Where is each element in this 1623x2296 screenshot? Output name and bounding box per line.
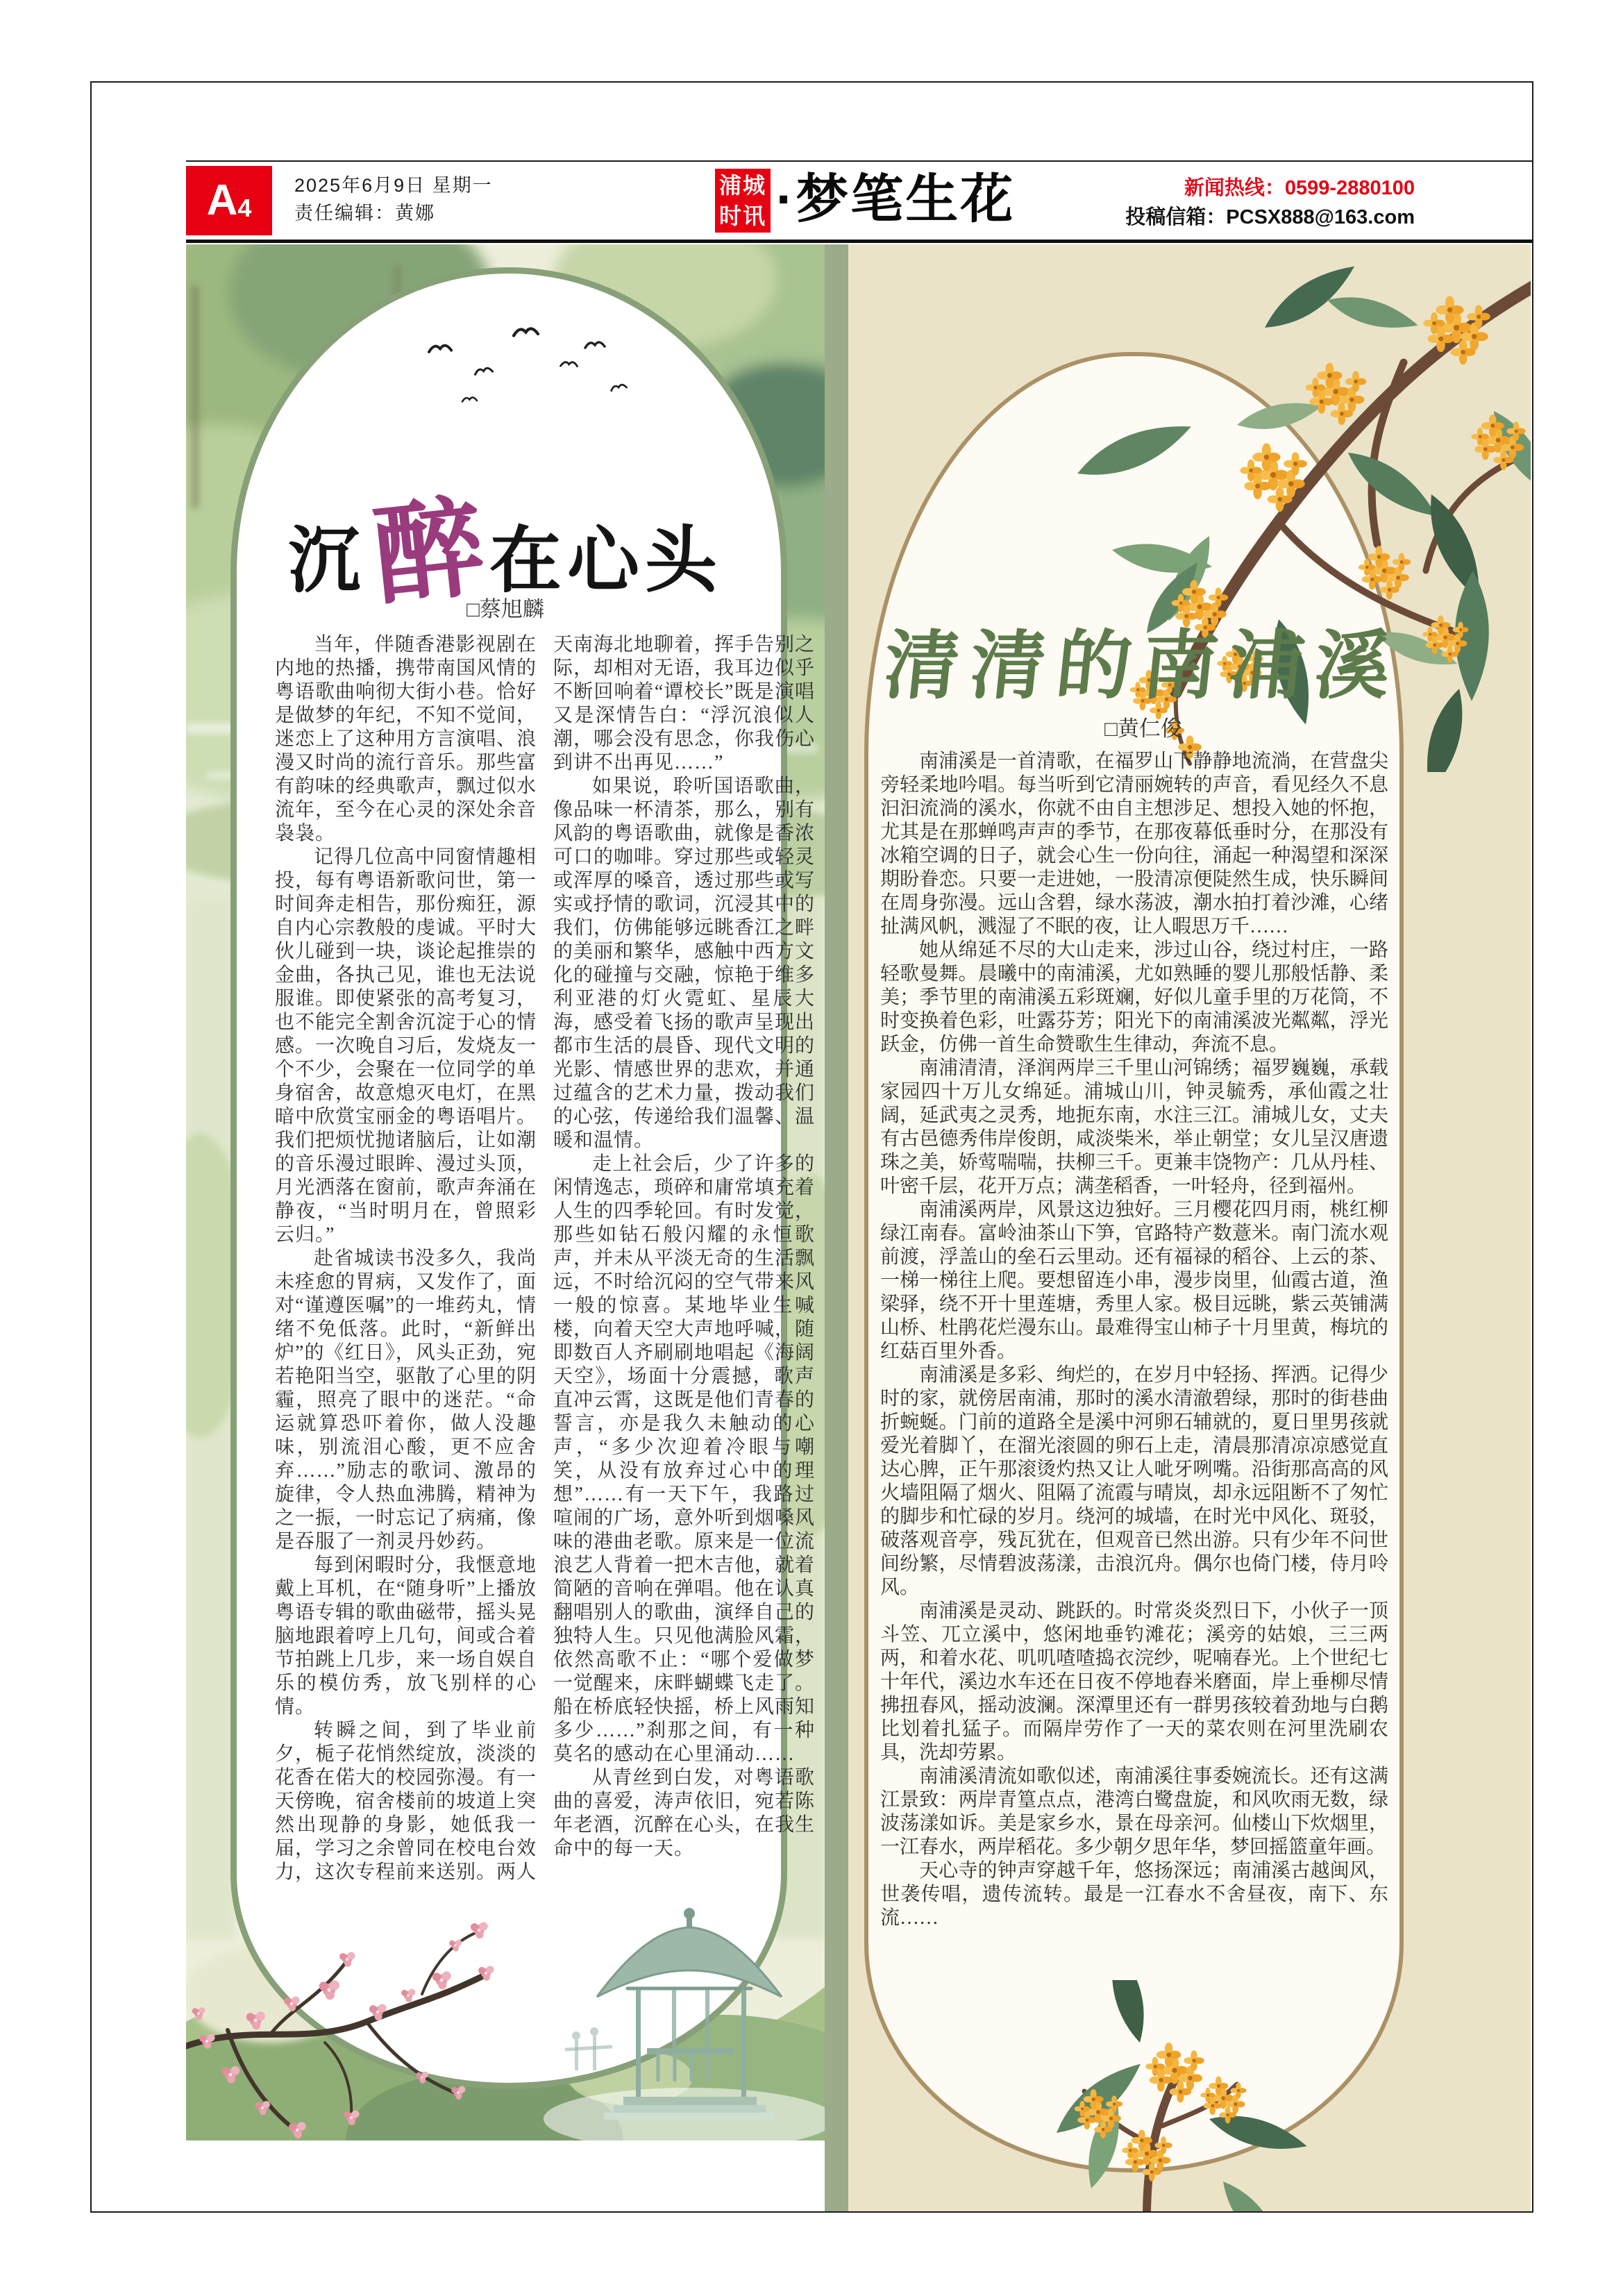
paragraph: 天心寺的钟声穿越千年，悠扬深远；南浦溪古越闽风，世袭传唱，遗传流转。最是一江春水不舍昼夜，南下、东流…… xyxy=(880,1860,1388,1929)
paragraph: 她从绵延不尽的大山走来，涉过山谷，绕过村庄，一路轻歌曼舞。晨曦中的南浦溪，尤如熟睡的婴儿那般恬静、柔美；季节里的南浦溪五彩斑斓，好似儿童手里的万花筒，不时变换着色彩，吐露芬芳；阳光下的南浦溪波光粼粼，浮光跃金，仿佛一首生命赞歌生生律动，奔流不息。 xyxy=(880,939,1388,1055)
paragraph: 南浦溪是多彩、绚烂的，在岁月中轻扬、挥洒。记得少时的家，就傍居南浦，那时的溪水清澈碧绿，那时的街巷曲折蜿蜒。门前的道路全是溪中河卵石辅就的，夏日里男孩就爱光着脚丫，在溜光滚圆的卵石上走，清晨那清凉凉感觉直达心脾，正午那滚烫灼热又让人呲牙咧嘴。沿街那高高的风火墙阻隔了烟火、阻隔了流霞与晴岚，却永远阻断不了匆忙的脚步和忙碌的岁月。绕河的城墙，在时光中风化、斑驳，破落观音亭，残瓦犹在，但观音已然出游。只有少年不问世间纷繁，尽情碧波荡漾，击浪沉舟。偶尔也倚门楼，侍月呤风。 xyxy=(880,1364,1388,1598)
paragraph: 南浦溪是灵动、跳跃的。时常炎炎烈日下，小伙子一顶斗笠、兀立溪中，悠闲地垂钓滩花；溪旁的姑娘，三三两两，和着水花、叽叽喳喳捣衣浣纱，呢喃春光。上个世纪七十年代，溪边水车还在日夜不停地舂米磨面，岸上垂柳尽情拂扭春风，摇动波澜。深潭里还有一群男孩较着劲地与白鹅比划着扎猛子。而隔岸劳作了一天的菜农则在河里洗刷农具，洗却劳累。 xyxy=(880,1600,1388,1763)
title-char-chen: 沉 xyxy=(287,521,366,601)
osmanthus-bouquet-bottom-icon xyxy=(848,1980,1531,2211)
date-editor-block xyxy=(294,171,493,227)
header-top-rule xyxy=(186,160,1533,162)
paragraph: 从青丝到白发，对粤语歌曲的喜爱，涛声依旧，宛若陈年老酒，沉醉在心头，在我生命中的每一天。 xyxy=(553,1767,815,1859)
edition-number: 4 xyxy=(237,194,252,222)
submission-email-text: 投稿信箱：PCSX888@163.com xyxy=(1125,206,1415,228)
edition-letter: A xyxy=(206,176,238,224)
header-bottom-rule xyxy=(186,240,1533,243)
right-article-body xyxy=(880,750,1388,1941)
paragraph: 当年，伴随香港影视剧在内地的热播，携带南国风情的粤语歌曲响彻大街小巷。恰好是做梦的年纪，不知不觉间，迷恋上了这种用方言演唱、浪漫又时尚的流行音乐。那些富有韵味的经典歌声，飘过似水流年，至今在心灵的深处余音袅袅。 xyxy=(275,634,537,844)
paragraph: 南浦溪是一首清歌，在福罗山下静静地流淌，在营盘尖旁轻柔地吟唱。每当听到它清丽婉转的声音，看见经久不息汩汩流淌的溪水，你就不由自主想涉足、想投入她的怀抱，尤其是在那蝉鸣声声的季节，在那夜幕低垂时分，在那没有冰箱空调的日子，就会心生一份向往，涌起一种渴望和深深期盼眷恋。只要一走进她，一股清凉便陡然生成，快乐瞬间在周身弥漫。远山含碧，绿水荡波，潮水拍打着沙滩，心绪扯满风帆，溅湿了不眠的夜，让人暇思万千…… xyxy=(880,751,1388,937)
paragraph: 转瞬之间，到了毕业前夕，栀子花悄然绽放，淡淡的花香在偌大的校园弥漫。有一天傍晚，宿舍楼前的坡道上突然出现静的身影，她低我一届，学习之余曾同在校电台效力，这次专程前来送别。两人天南海北地聊着，挥手告别之际，却相对无语，我耳边似乎不断回响着“谭校长”既是演唱又是深情告白：“浮沉浪似人潮，哪会没有思念，你我伤心到讲不出再见……” xyxy=(275,634,815,1883)
paragraph: 南浦溪清流如歌似述，南浦溪往事委婉流长。还有这满江景致：两岸青篁点点，港湾白鹭盘旋，和风吹雨无数，绿波荡漾如诉。美是家乡水，景在母亲河。仙楼山下炊烟里，一江春水，两岸稻花。多少朝夕思年华，梦回摇篮童年画。 xyxy=(880,1766,1388,1858)
left-article-body xyxy=(275,633,815,1921)
paragraph: 赴省城读书没多久，我尚未痊愈的胃病，又发作了，面对“谨遵医嘱”的一堆药丸，情绪不免低落。此时，“新鲜出炉”的《红日》，风头正劲，宛若艳阳当空，驱散了心里的阴霾，照亮了眼中的迷茫。“命运就算恐吓着你，做人没趣味，别流泪心酸，更不应舍弃……”励志的歌词、激昂的旋律，令人热血沸腾，精神为之一振，一时忘记了病痛，像是吞服了一剂灵丹妙药。 xyxy=(275,1248,537,1552)
paragraph: 南浦溪两岸，风景这边独好。三月樱花四月雨，桃红柳绿江南春。富岭油茶山下笋，官路特产数薏米。南门流水观前渡，浮盖山的垒石云里动。还有福禄的稻谷、上云的茶、一梯一梯往上爬。要想留连小串，漫步岗里，仙霞古道，渔梁驿，绕不开十里莲塘，秀里人家。极目远眺，紫云英铺满山桥、杜鹃花烂漫东山。最难得宝山柿子十月里黄，梅坑的红菇百里外香。 xyxy=(880,1199,1388,1362)
masthead-logo xyxy=(715,169,771,233)
right-article-panel xyxy=(848,244,1531,2211)
masthead-logo-line1: 浦城 xyxy=(718,173,766,198)
edition-badge xyxy=(186,166,272,235)
hotline-text: 新闻热线：0599-2880100 xyxy=(1184,177,1415,199)
left-article xyxy=(186,244,825,2140)
title-char-zui-accent: 醉 xyxy=(368,487,490,619)
section-title: ·梦笔生花 xyxy=(776,170,1016,229)
title-chars-zaixintou: 在心头 xyxy=(489,521,723,601)
paragraph: 记得几位高中同窗情趣相投，每有粤语新歌问世，第一时间奔走相告，那份痴狂，源自内心宗教般的虔诚。平时大伙儿碰到一块，谈论起推崇的金曲，各执己见，谁也无法说服谁。即使紧张的高考复习，也不能完全割舍沉淀于心的情感。一次晚自习后，发烧友一个不少，会聚在一位同学的单身宿舍，故意熄灭电灯，在黑暗中欣赏宝丽金的粤语唱片。我们把烦忧抛诸脑后，让如潮的音乐漫过眼眸、漫过头顶，月光洒落在窗前，歌声奔涌在静夜，“当时明月在，曾照彩云归。” xyxy=(275,846,537,1246)
date-text: 2025年6月9日 星期一 xyxy=(294,175,493,196)
masthead-logo-line2: 时讯 xyxy=(718,203,766,228)
right-article-author: □黄仁俊 xyxy=(1104,717,1182,741)
panel-divider xyxy=(825,244,848,2211)
left-article-panel xyxy=(186,244,825,2140)
paragraph: 走上社会后，少了许多的闲情逸志，琐碎和庸常填充着人生的四季轮回。有时发觉，那些如钻石般闪耀的永恒歌声，并未从平淡无奇的生活飘远，不时给沉闷的空气带来风一般的惊喜。某地毕业生喊楼，向着天空大声地呼喊，随即数百人齐刷刷地唱起《海阔天空》，场面十分震撼，歌声直冲云霄，这既是他们青春的誓言，亦是我久未触动的心声，“多少次迎着冷眼与嘲笑，从没有放弃过心中的理想”……有一天下午，我路过喧闹的广场，意外听到烟嗓风味的港曲老歌。原来是一位流浪艺人背着一把木吉他，就着简陋的音响在弹唱。他在认真翻唱别人的歌曲，演绎自己的独特人生。只见他满脸风霜，依然高歌不止：“哪个爱做梦一觉醒来，床畔蝴蝶飞走了。船在桥底轻快摇，桥上风雨知多少……”刹那之间，有一种莫名的感动在心里涌动…… xyxy=(553,1153,815,1765)
contact-block xyxy=(1125,174,1415,232)
paragraph: 如果说，聆听国语歌曲，像品味一杯清茶，那么，别有风韵的粤语歌曲，就像是香浓可口的咖啡。穿过那些或轻灵或浑厚的嗓音，透过那些或写实或抒情的歌词，沉浸其中的我们，仿佛能够远眺香江之畔的美丽和繁华，感触中西方文化的碰撞与交融，惊艳于维多利亚港的灯火霓虹、星辰大海，感受着飞扬的歌声呈现出都市生活的晨昏、现代文明的光影、情感世界的悲欢，并通过蕴含的艺术力量，拨动我们的心弦，传递给我们温馨、温暖和温情。 xyxy=(553,776,815,1151)
paragraph: 每到闲暇时分，我惬意地戴上耳机，在“随身听”上播放粤语专辑的歌曲磁带，摇头晃脑地跟着哼上几句，间或合着节拍跳上几步，来一场自娱自乐的模仿秀，放飞别样的心情。 xyxy=(275,1555,537,1718)
paragraph: 南浦清清，泽润两岸三千里山河锦绣；福罗巍巍，承载家园四十万儿女绵延。浦城山川，钟灵毓秀，承仙霞之壮阔，延武夷之灵秀，地扼东南，水注三江。浦城儿女，丈夫有古邑德秀伟岸俊朗，咸淡柴米，举止朝堂；女儿呈汉唐遗珠之美，娇莺喘喘，扶柳三千。更兼丰饶物产：几从丹桂、叶密千层，花开万点；满垄稻香，一叶轻舟，径到福州。 xyxy=(880,1057,1388,1197)
left-article-author: □蔡旭麟 xyxy=(466,597,544,621)
editor-text: 责任编辑：黄娜 xyxy=(294,203,435,224)
right-article-title: 清清的南浦溪 xyxy=(880,626,1406,708)
